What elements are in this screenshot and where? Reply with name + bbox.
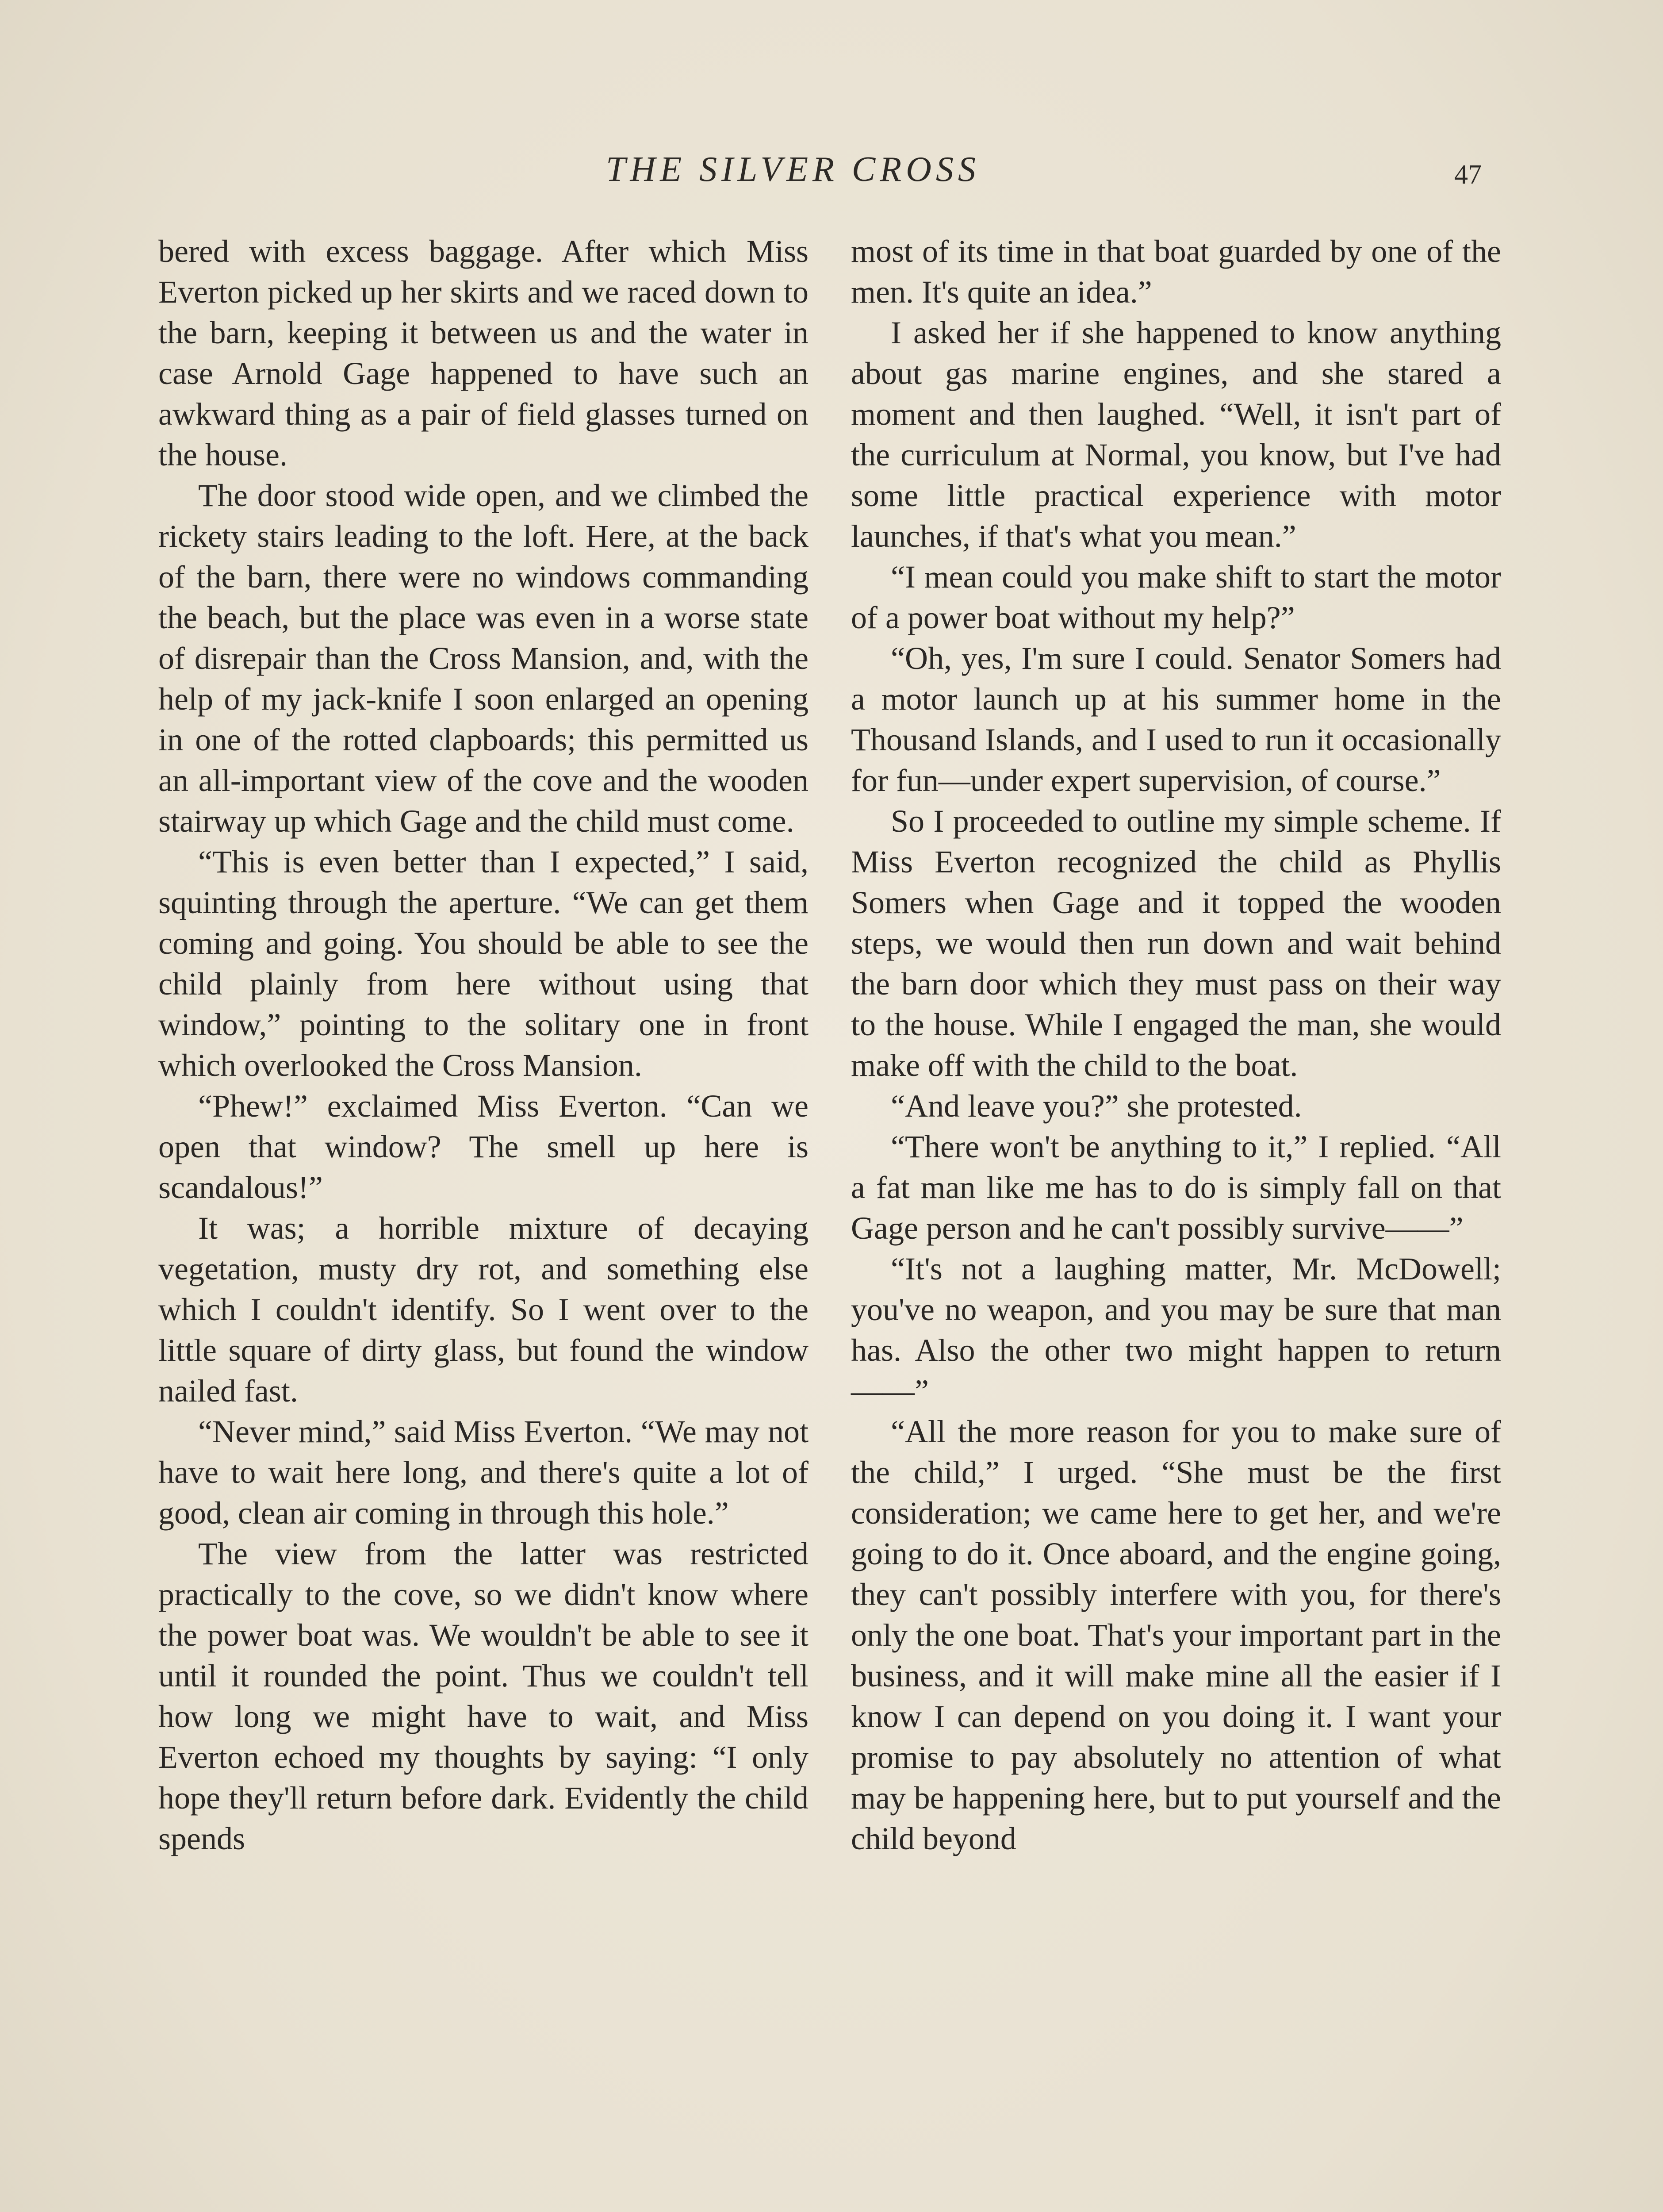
paragraph: “This is even better than I expected,” I said, squinting through the aperture. “We can get them coming and going. You should be able to see the child plainly from here without using that window,” pointing to the solitary one in front which overlooked the Cross Mansion. xyxy=(158,844,809,1083)
paragraph: “It's not a laughing matter, Mr. McDowell; you've no weapon, and you may be sure that man has. Also the other two might happen to return——” xyxy=(851,1251,1501,1409)
running-title: THE SILVER CROSS xyxy=(606,150,980,189)
paragraph: “Never mind,” said Miss Everton. “We may not have to wait here long, and there's quite a lot of good, clean air coming in through this hole.” xyxy=(158,1414,809,1531)
paragraph: “There won't be anything to it,” I replied. “All a fat man like me has to do is simply fall on that Gage person and he can't possibly survive——” xyxy=(851,1129,1501,1246)
page-header xyxy=(0,141,1663,189)
paragraph: The view from the latter was restricted practically to the cove, so we didn't know where the power boat was. We wouldn't be able to see it until it rounded the point. Thus we couldn't tell how long we might have to wait, and Miss Everton echoed my thoughts by saying: “I only hope they'll return before dark. Evidently the child spends xyxy=(158,1536,809,1856)
paragraph: “Oh, yes, I'm sure I could. Senator Somers had a motor launch up at his summer home in the Thousand Islands, and I used to run it occasionally for fun—under expert supervision, of course.” xyxy=(851,641,1501,798)
page-number: 47 xyxy=(1454,160,1482,190)
paragraph: “All the more reason for you to make sure of the child,” I urged. “She must be the first consideration; we came here to get her, and we're going to do it. Once aboard, and the engine going, they can't possibly interfere with you, for there's only the one boat. That's your important part in the business, and it will make mine all the easier if I know I can depend on you doing it. I want your promise to pay absolutely no attention of what may be happening here, but to put yourself and the child beyond xyxy=(851,1414,1501,1856)
paragraph: “I mean could you make shift to start the motor of a power boat without my help?” xyxy=(851,559,1501,635)
paragraph: The door stood wide open, and we climbed the rickety stairs leading to the loft. Here, at the back of the barn, there were no windows commanding the beach, but the place was even in a worse state of disrepair than the Cross Mansion, and, with the help of my jack-knife I soon enlarged an opening in one of the rotted clapboards; this permitted us an all-important view of the cove and the wooden stairway up which Gage and the child must come. xyxy=(158,478,809,839)
paragraph: most of its time in that boat guarded by one of the men. It's quite an idea.” xyxy=(851,234,1501,310)
left-column xyxy=(158,231,809,1859)
right-column xyxy=(851,231,1501,1859)
paragraph: “And leave you?” she protested. xyxy=(891,1088,1302,1124)
paragraph: So I proceeded to outline my simple scheme. If Miss Everton recognized the child as Phyllis Somers when Gage and it topped the wooden steps, we would then run down and wait behind the barn door which they must pass on their way to the house. While I engaged the man, she would make off with the child to the boat. xyxy=(851,803,1501,1083)
paragraph: I asked her if she happened to know anything about gas marine engines, and she stared a moment and then laughed. “Well, it isn't part of the curriculum at Normal, you know, but I've had some little practical experience with motor launches, if that's what you mean.” xyxy=(851,315,1501,554)
paragraph: bered with excess baggage. After which Miss Everton picked up her skirts and we raced down to the barn, keeping it between us and the water in case Arnold Gage happened to have such an awkward thing as a pair of field glasses turned on the house. xyxy=(158,234,809,472)
paragraph: It was; a horrible mixture of decaying vegetation, musty dry rot, and something else which I couldn't identify. So I went over to the little square of dirty glass, but found the window nailed fast. xyxy=(158,1210,809,1409)
paragraph: “Phew!” exclaimed Miss Everton. “Can we open that window? The smell up here is scandalous!” xyxy=(158,1088,809,1205)
